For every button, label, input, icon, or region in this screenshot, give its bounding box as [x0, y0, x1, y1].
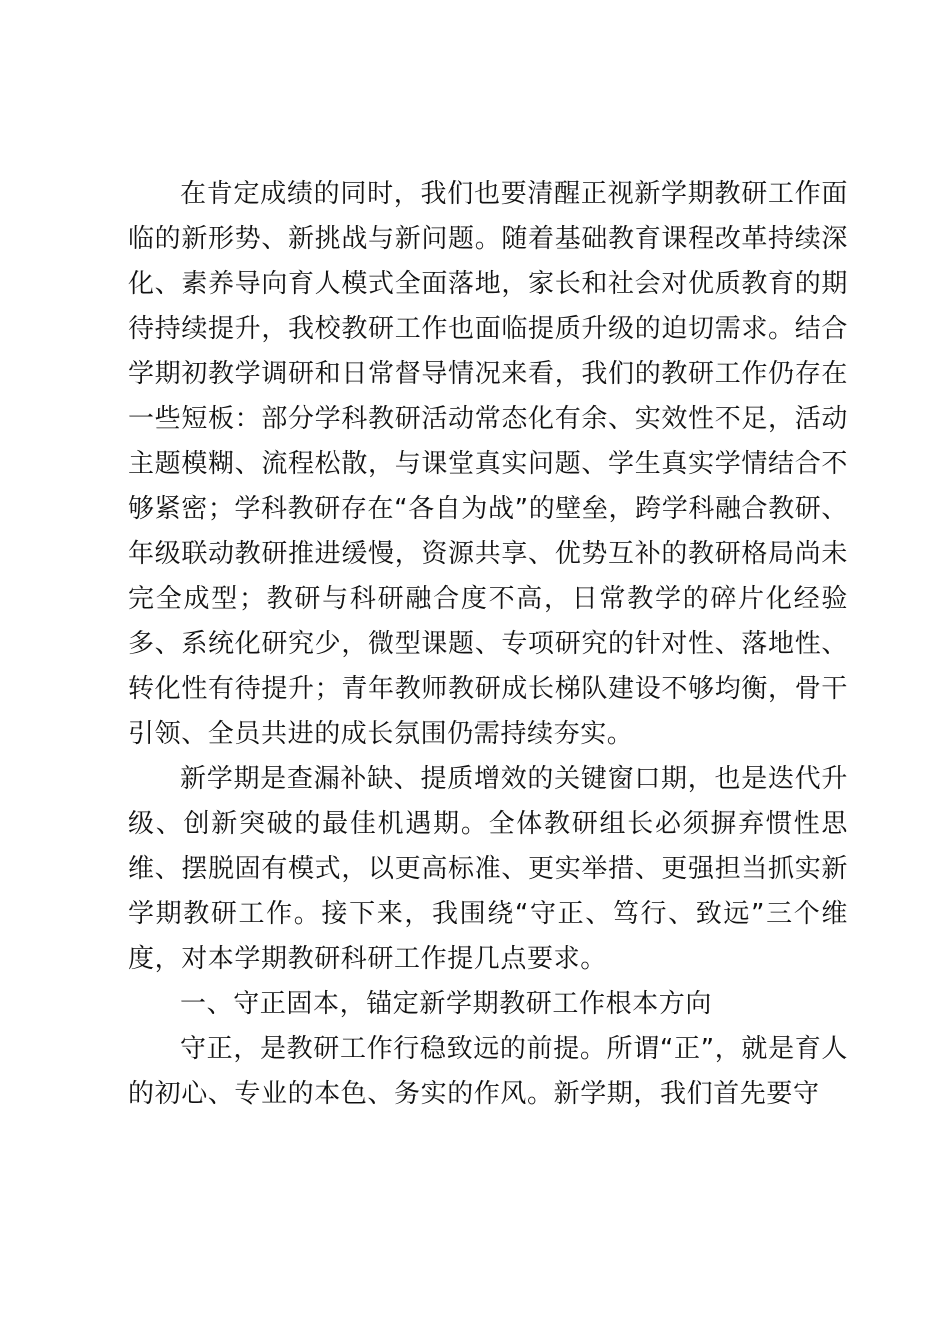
document-page	[128, 172, 848, 1117]
paragraph-challenges: 在肯定成绩的同时，我们也要清醒正视新学期教研工作面临的新形势、新挑战与新问题。随着基础教育课程改革持续深化、素养导向育人模式全面落地，家长和社会对优质教育的期待持续提升，我校教研工作也面临提质升级的迫切需求。结合学期初教学调研和日常督导情况来看，我们的教研工作仍存在一些短板：部分学科教研活动常态化有余、实效性不足，活动主题模糊、流程松散，与课堂真实问题、学生真实学情结合不够紧密；学科教研存在“各自为战”的壁垒，跨学科融合教研、年级联动教研推进缓慢，资源共享、优势互补的教研格局尚未完全成型；教研与科研融合度不高，日常教学的碎片化经验多、系统化研究少，微型课题、专项研究的针对性、落地性、转化性有待提升；青年教师教研成长梯队建设不够均衡，骨干引领、全员共进的成长氛围仍需持续夯实。	[128, 179, 848, 749]
paragraph-opportunity: 新学期是查漏补缺、提质增效的关键窗口期，也是迭代升级、创新突破的最佳机遇期。全体教研组长必须摒弃惯性思维、摆脱固有模式，以更高标准、更实举措、更强担当抓实新学期教研工作。接下来，我围绕“守正、笃行、致远”三个维度，对本学期教研科研工作提几点要求。	[128, 764, 848, 974]
paragraph-section-intro: 守正，是教研工作行稳致远的前提。所谓“正”，就是育人的初心、专业的本色、务实的作风。新学期，我们首先要守	[128, 1034, 848, 1109]
section-heading: 一、守正固本，锚定新学期教研工作根本方向	[180, 989, 713, 1019]
